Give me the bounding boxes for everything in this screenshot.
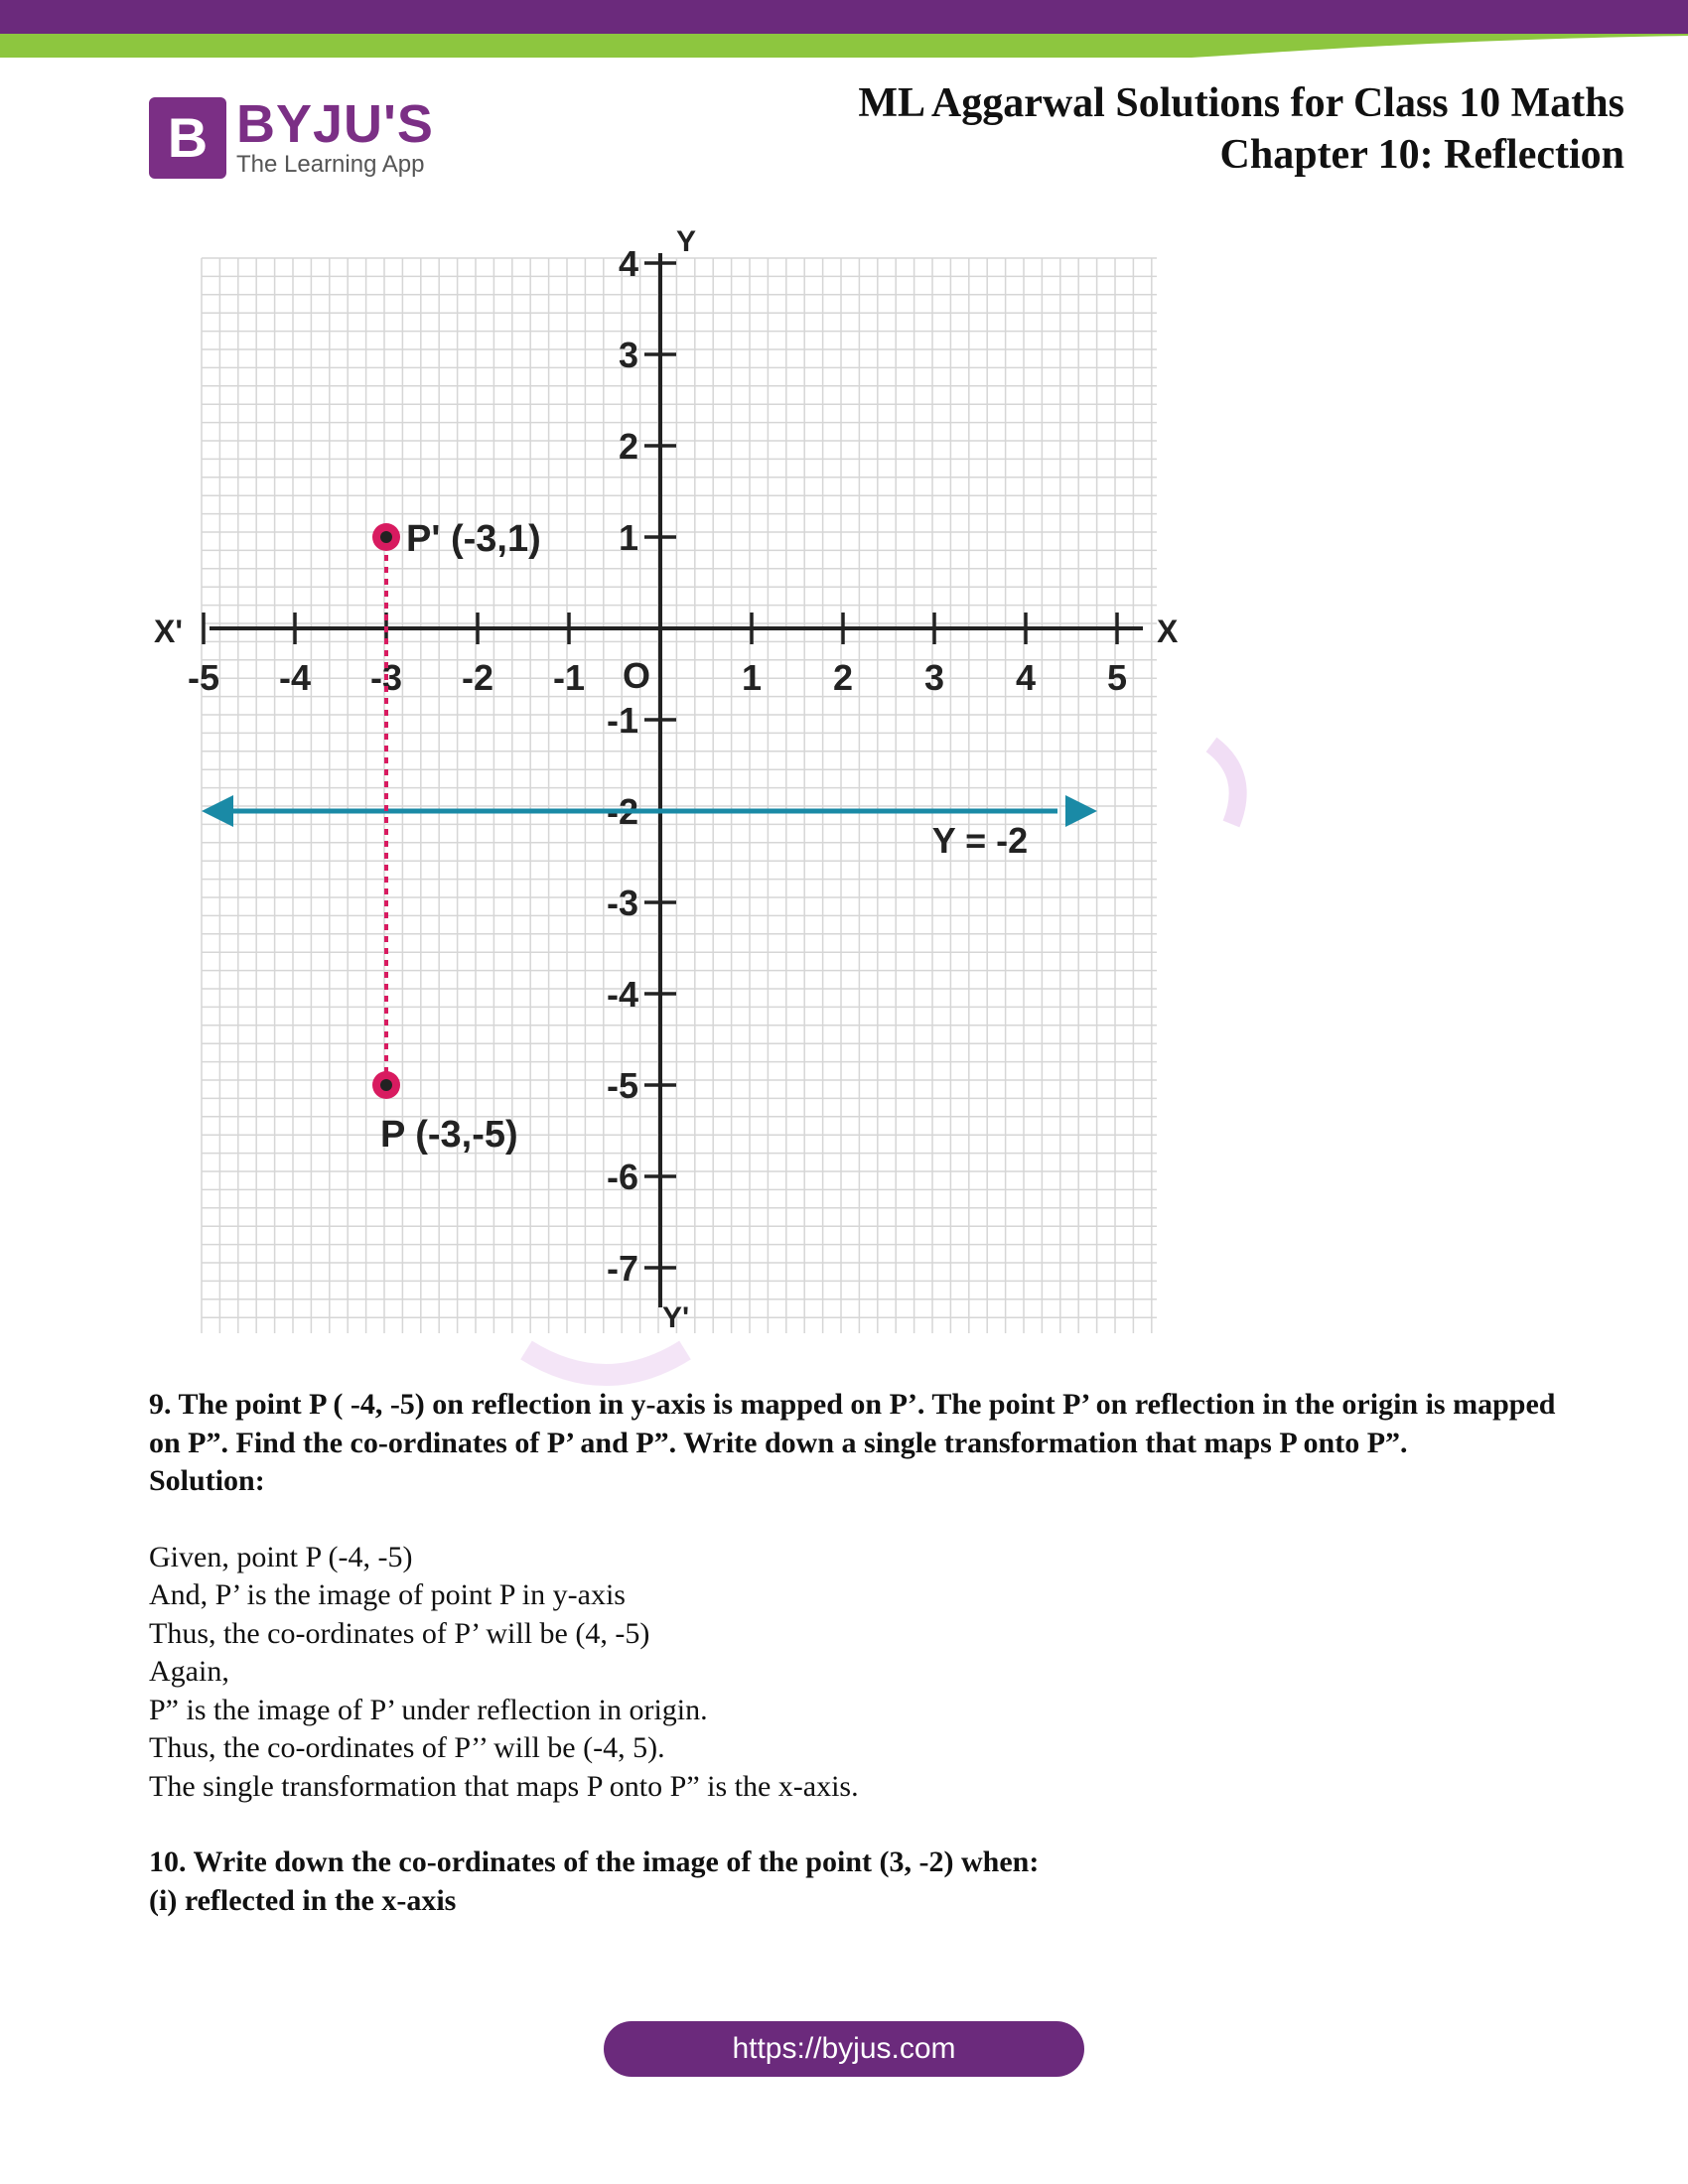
question-10-part-i: (i) reflected in the x-axis — [149, 1883, 457, 1917]
x-tick-label: -2 — [461, 657, 494, 698]
solution-line: And, P’ is the image of point P in y-axis — [149, 1578, 626, 1611]
byjus-logo — [149, 94, 447, 181]
question-10-text: 10. Write down the co-ordinates of the image of the point (3, -2) when: — [149, 1845, 1040, 1878]
y-tick-label: -5 — [606, 1065, 638, 1106]
header-purple-band — [0, 0, 1688, 34]
header-green-band — [0, 34, 1688, 58]
y-tick-label: -3 — [606, 883, 638, 923]
solution-line: Thus, the co-ordinates of P’’ will be (-4, 5). — [149, 1731, 665, 1764]
point-label: P (-3,-5) — [380, 1114, 518, 1156]
x-tick-label: -4 — [278, 657, 312, 698]
footer-url-link[interactable]: https://byjus.com — [604, 2021, 1084, 2077]
y-axis-positive-label: Y — [676, 225, 697, 258]
data-point-center — [380, 1079, 392, 1091]
y-tick-label: 4 — [618, 243, 638, 284]
x-tick-label: 2 — [832, 657, 854, 698]
x-tick-label: 4 — [1015, 657, 1037, 698]
solution-line: The single transformation that maps P onto P” is the x-axis. — [149, 1769, 859, 1803]
x-tick-label: 3 — [923, 657, 945, 698]
x-tick-label: -1 — [552, 657, 586, 698]
page-title — [858, 77, 1624, 181]
y-tick-label: 1 — [618, 517, 638, 558]
y-tick-label: -7 — [606, 1248, 638, 1289]
brand-name: BYJU'S — [236, 94, 434, 154]
x-tick-label: 1 — [741, 657, 763, 698]
title-line-1: ML Aggarwal Solutions for Class 10 Maths — [858, 80, 1624, 126]
y-tick-label: -4 — [606, 974, 638, 1015]
solution-content — [149, 1386, 1559, 1920]
mirror-line-label: Y = -2 — [931, 820, 1029, 861]
coordinate-graph — [149, 223, 1221, 1355]
grid-lines — [202, 258, 1157, 1333]
origin-label: O — [622, 655, 650, 696]
y-tick-label: 2 — [618, 426, 638, 467]
mirror-line-right-arrow — [1065, 795, 1097, 827]
brand-tagline: The Learning App — [236, 151, 425, 178]
y-axis-negative-label: Y' — [662, 1301, 690, 1334]
x-tick-label: 5 — [1106, 657, 1128, 698]
y-tick-label: 3 — [618, 335, 638, 375]
solution-label: Solution: — [149, 1464, 265, 1497]
logo-mark: B — [149, 97, 226, 179]
x-axis-positive-label: X — [1157, 614, 1179, 649]
title-line-2: Chapter 10: Reflection — [1219, 132, 1624, 178]
mirror-line-left-arrow — [202, 795, 233, 827]
solution-line: P” is the image of P’ under reflection in origin. — [149, 1693, 708, 1726]
x-axis-negative-label: X' — [154, 614, 183, 649]
solution-line: Given, point P (-4, -5) — [149, 1540, 413, 1573]
solution-line: Thus, the co-ordinates of P’ will be (4, -5) — [149, 1616, 650, 1650]
data-point-center — [380, 531, 392, 543]
solution-line: Again, — [149, 1655, 229, 1688]
point-label: P' (-3,1) — [406, 518, 541, 560]
question-9-text: 9. The point P ( -4, -5) on reflection in y-axis is mapped on P’. The point P’ on reflection in the origin is mapped on P”. Find the co-ordinates of P’ and P”. Write down a single transformation that maps P onto P”. — [149, 1388, 1556, 1459]
x-tick-label: -5 — [187, 657, 220, 698]
y-tick-label: -2 — [606, 791, 638, 832]
y-tick-label: -6 — [606, 1157, 638, 1197]
y-tick-label: -1 — [606, 700, 638, 741]
x-tick-label: -3 — [369, 657, 403, 698]
